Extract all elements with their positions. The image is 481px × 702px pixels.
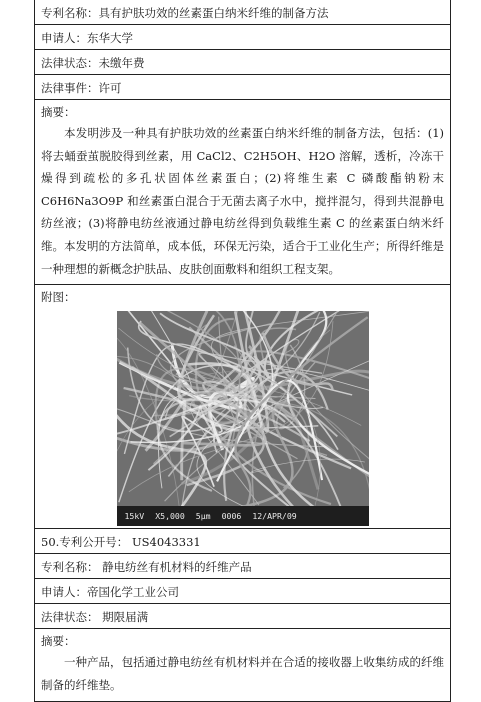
abstract-line: C6H6Na3O9P 和丝素蛋白混合于无菌去离子水中，搅拌混匀，得到共混静电纺 [41, 193, 444, 231]
applicant-2: 申请人：帝国化学工业公司 [41, 585, 179, 599]
abstract-line: 一种产品，包括通过静电纺丝有机材料并在合适的接收器上收集纺成 [64, 655, 410, 669]
abstract-text [41, 122, 444, 280]
legal-event: 法律事件：许可 [41, 81, 122, 95]
sem-date: 12/APR/09 [252, 511, 297, 521]
legal-status-2: 法律状态： 期限届满 [41, 610, 149, 624]
sem-info-bar [117, 506, 369, 526]
applicant: 申请人：东华大学 [41, 31, 133, 45]
legal-status-row [35, 50, 450, 75]
applicant-row [35, 25, 450, 50]
abstract-section [35, 100, 450, 285]
abstract-line: 的纤维制备的纤维垫。 [41, 655, 444, 692]
abstract-section-2 [35, 629, 450, 702]
patent-table [34, 0, 451, 702]
abstract-line: 冻干燥得到疏松的多孔状固体丝素蛋白；(2)将维生素 C 磷酸酯钠粉末 [41, 148, 444, 186]
publication-number: 50.专利公开号： US4043331 [41, 535, 201, 549]
abstract-label: 摘要： [41, 105, 76, 119]
patent-name-row-2 [35, 554, 450, 579]
sem-magnification: X5,000 [155, 511, 185, 521]
legal-event-row [35, 75, 450, 100]
abstract-line: 丝液；(3)将静电纺丝液通过静电纺丝得到负载维生素 C 的丝素蛋白纳米纤维。 [41, 216, 445, 253]
abstract-line: 本发明的方法简单，成本低，环保无污染，适合于工业化生产；所得纤维是一 [41, 238, 444, 276]
sem-micrograph [117, 311, 369, 526]
abstract-text-2 [41, 651, 444, 697]
sem-image-no: 0006 [221, 511, 242, 521]
publication-row [35, 529, 450, 554]
abstract-label-2: 摘要： [41, 634, 76, 648]
abstract-line: 种理想的新概念护肤品、皮肤创面敷料和组织工程支架。 [52, 261, 340, 276]
sem-scale: 5μm [195, 511, 211, 521]
applicant-row-2 [35, 579, 450, 604]
abstract-line: 本发明涉及一种具有护肤功效的丝素蛋白纳米纤维的制备方法，包 [64, 126, 405, 140]
legal-status: 法律状态：未缴年费 [41, 56, 145, 70]
nanofiber-image [117, 311, 369, 507]
legal-status-row-2 [35, 604, 450, 629]
figure-section [35, 285, 450, 529]
figure-label: 附图： [41, 290, 76, 304]
abstract-line: 括：(1)将去蛹蚕茧脱胶得到丝素，用 CaCl2、C2H5OH、H2O 溶解，透析，冷 [41, 126, 445, 163]
sem-voltage: 15kV [124, 511, 145, 521]
patent-name: 专利名称：具有护肤功效的丝素蛋白纳米纤维的制备方法 [41, 6, 329, 20]
patent-name-row [35, 0, 450, 25]
patent-name-2: 专利名称： 静电纺丝有机材料的纤维产品 [41, 560, 252, 574]
